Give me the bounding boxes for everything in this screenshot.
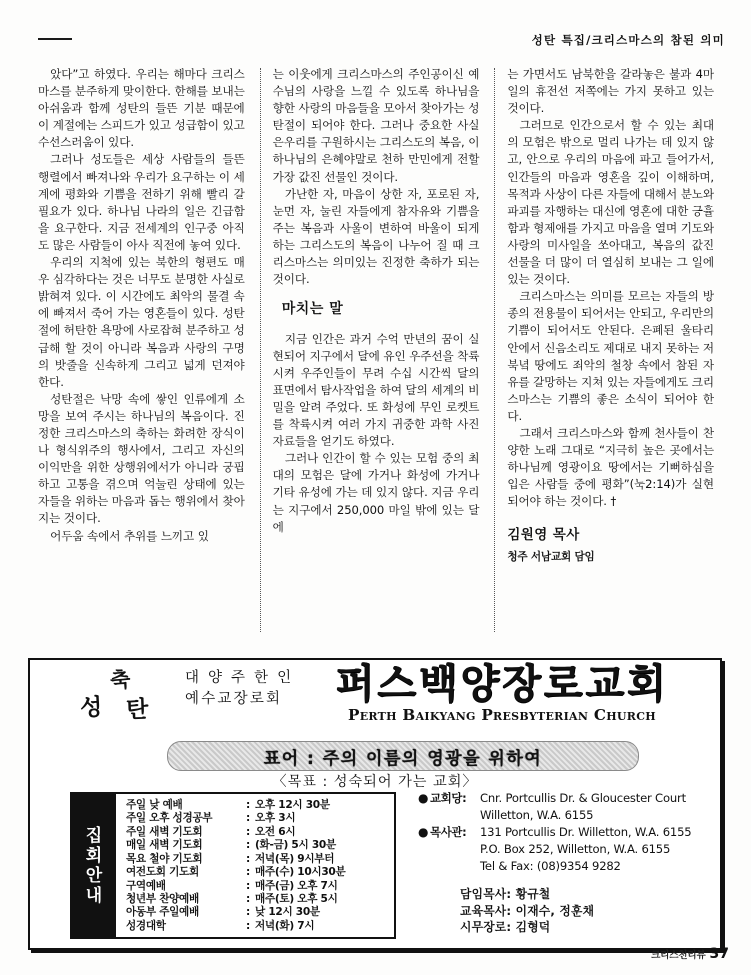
author-role: 청주 서남교회 담임 <box>507 550 595 563</box>
paragraph: 그러므로 인간으로서 할 수 있는 최대의 모험은 밖으로 멀리 나가는 데 있지 않고, 안으로 우리의 마음에 파고 들어가서, 인간들의 마음과 영혼을 깊이 이해하며, 목적과 사상이 다른 자들에 대해서 분노와 파괴를 자행하는 대신에 영혼에 대한 긍휼함과 형제애를 가지고 마음을 열며 기도와 사랑의 미사일을 쏘아대고, 복음의 값진 선물을 더 많이 더 열심히 보내는 그 일에 있는 것이다. <box>507 118 715 287</box>
denomination-line-2: 예수교장로회 <box>185 691 283 707</box>
running-head <box>38 22 729 48</box>
church-advertisement <box>28 658 722 950</box>
bullet-icon: ● <box>418 791 429 805</box>
church-name-english: Perth Baikyang Presbyterian Church <box>348 706 656 724</box>
schedule-time: (화-금) 5시 30분 <box>255 839 336 852</box>
schedule-separator: : <box>246 879 250 892</box>
staff-senior-pastor: 담임목사: 황규철 <box>460 887 551 901</box>
contact-information <box>418 790 710 874</box>
page-number: 37 <box>709 946 729 962</box>
manse-address-line <box>418 824 710 840</box>
schedule-time: 오후 3시 <box>255 812 296 825</box>
schedule-row <box>126 906 390 919</box>
slogan-banner <box>167 741 639 771</box>
schedule-time: 오후 12시 30분 <box>255 799 330 811</box>
schedule-name: 주일 새벽 기도회 <box>126 825 203 838</box>
paragraph: 는 이웃에게 크리스마스의 주인공이신 예수님의 사랑을 느낄 수 있도록 하나님을 향한 사랑의 마음들을 모아서 찾아가는 성탄절이 되어야 한다. 그러나 중요한 사실은우리를 구원하시는 그리스도의 복음, 이 하나님의 은혜야말로 천하 만민에게 전할 가장 값진 선물인 것이다. <box>272 67 480 184</box>
schedule-time: 매주(금) 오후 7시 <box>255 879 338 892</box>
manse-address-value: 131 Portcullis Dr. Willetton, W.A. 6155 <box>480 824 692 839</box>
bullet-icon: ● <box>418 824 429 839</box>
article-subheading: 마치는 말 <box>281 301 344 318</box>
paragraph: 우리의 지척에 있는 북한의 형편도 매우 심각하다는 것은 너무도 분명한 사실로 밝혀져 있다. 이 시간에도 최악의 물결 속에 빠져서 죽어 가는 영혼들이 있다. 성탄절에 허탄한 욕망에 사로잡혀 분주하고 성급해 할 것이 아니라 복음과 사랑의 구명의 밧줄을 신속하게 그리고 넓게 던져야 한다. <box>38 255 245 389</box>
schedule-row <box>126 893 390 906</box>
paragraph: 크리스마스는 의미를 모르는 자들의 방종의 전용물이 되어서는 안되고, 우리만의 기쁨이 되어서도 안된다. 은폐된 울타리 안에서 신음소리도 제대로 내지 못하는 저 북녘 땅에도 죄악의 철창 속에서 참된 자유를 갈망하는 지쳐 있는 자들에게도 크리스마스는 기쁨의 좋은 소식이 되어야 한다. <box>507 289 715 423</box>
manse-po-box: P.O. Box 252, Willetton, W.A. 6155 <box>480 842 671 857</box>
schedule-name: 주일 낮 예배 <box>126 799 183 811</box>
christmas-greeting <box>64 664 184 734</box>
slogan-area <box>30 738 720 790</box>
publication-name: 크리스천리뷰 <box>651 950 706 961</box>
schedule-separator: : <box>246 799 250 811</box>
schedule-label-char: 회 <box>85 846 103 866</box>
paragraph: 어두움 속에서 추위를 느끼고 있 <box>50 528 209 543</box>
schedule-row <box>126 799 390 812</box>
schedule-time: 오전 6시 <box>255 825 296 838</box>
schedule-separator: : <box>246 919 250 932</box>
advert-header <box>30 660 720 738</box>
schedule-rows <box>116 794 394 937</box>
schedule-name: 여전도회 기도회 <box>126 866 199 879</box>
schedule-separator: : <box>246 866 250 879</box>
schedule-time: 저녁(목) 9시부터 <box>255 852 335 865</box>
greeting-char-left: 성 <box>79 693 104 722</box>
schedule-row <box>126 826 390 839</box>
advert-body <box>30 790 720 942</box>
schedule-time: 매주(토) 오후 5시 <box>255 892 338 905</box>
paragraph: 는 가면서도 남북한을 갈라놓은 불과 4마일의 휴전선 저쪽에는 가지 못하고 있는 것이다. <box>507 67 715 116</box>
schedule-label-char: 집 <box>85 826 103 846</box>
schedule-name: 성경대학 <box>126 919 166 932</box>
church-goal: 〈목표 : 성숙되어 가는 교회〉 <box>272 774 478 790</box>
schedule-name: 아동부 주일예배 <box>126 906 199 919</box>
greeting-char-right: 탄 <box>125 695 149 724</box>
schedule-name: 매일 새벽 기도회 <box>126 839 203 852</box>
denomination-line-1: 대 양 주 한 인 <box>185 670 294 686</box>
schedule-separator: : <box>246 812 250 825</box>
schedule-time: 매주(수) 10시30분 <box>255 866 346 879</box>
schedule-separator: : <box>246 892 250 905</box>
running-head-title: 성탄 특집/크리스마스의 참된 의미 <box>531 32 725 47</box>
manse-address-label: 목사관: <box>430 824 467 839</box>
paragraph: 그래서 크리스마스와 함께 천사들이 찬양한 노래 그대로 “지극히 높은 곳에서는 하나님께 영광이요 땅에서는 기뻐하심을 입은 사람들 중에 평화”(눅2:14)가 실현되어야 하는 것이다. † <box>507 425 715 509</box>
schedule-separator: : <box>246 852 250 865</box>
schedule-separator: : <box>246 825 250 838</box>
paragraph: 그러나 인간이 할 수 있는 모험 중의 최대의 모험은 달에 가거나 화성에 가거나 기타 유성에 가는 데 있지 않다. 지금 우리는 지구에서 250,000 마일 밖에 있는 달에 <box>272 451 480 534</box>
schedule-row <box>126 880 390 893</box>
church-name-block <box>292 658 712 724</box>
schedule-separator: : <box>246 839 250 852</box>
church-address-line-2: Willetton, W.A. 6155 <box>480 808 594 823</box>
article-body <box>38 66 714 638</box>
schedule-time: 저녁(화) 7시 <box>255 919 315 932</box>
church-name-korean: 퍼스백양장로교회 <box>335 660 669 707</box>
schedule-row <box>126 920 390 933</box>
article-column-1 <box>38 66 245 638</box>
church-staff-list <box>418 886 751 936</box>
church-address-label: 교회당: <box>430 791 467 805</box>
schedule-label-char: 내 <box>85 886 103 906</box>
article-column-2 <box>260 66 480 638</box>
schedule-name: 주일 오후 성경공부 <box>126 812 213 825</box>
author-name: 김원영 목사 <box>507 527 580 544</box>
schedule-row <box>126 853 390 866</box>
schedule-name: 청년부 찬양예배 <box>126 892 199 905</box>
page-footer <box>651 946 729 962</box>
schedule-row <box>126 866 390 879</box>
schedule-separator: : <box>246 906 250 919</box>
running-head-rule <box>38 38 72 40</box>
paragraph: 가난한 자, 마음이 상한 자, 포로된 자, 눈먼 자, 눌린 자들에게 참자유와 기쁨을 주는 복음과 사울이 변하여 바울이 되게 하는 그리스도의 복음이 나누어 질 때 크리스마스는 의미있는 진정한 축하가 되는 것이다. <box>272 186 480 287</box>
schedule-label-char: 안 <box>85 866 103 886</box>
church-address-value: Cnr. Portcullis Dr. & Gloucester Court <box>480 791 686 805</box>
schedule-vertical-label <box>72 794 116 937</box>
paragraph: 았다”고 하였다. 우리는 해마다 크리스마스를 분주하게 맞이한다. 한해를 보내는 아쉬움과 함께 성탄의 들뜬 기분 때문에 이 계절에는 스피드가 있고 성급함이 있고 수선스러움이 있다. <box>38 67 245 150</box>
staff-education-pastor: 교육목사: 이재수, 정훈채 <box>460 903 595 918</box>
article-byline <box>507 527 714 565</box>
service-schedule <box>70 792 396 939</box>
greeting-char-top: 축 <box>109 666 132 693</box>
staff-elder: 시무장로: 김형덕 <box>460 920 551 934</box>
schedule-row <box>126 839 390 852</box>
paragraph: 성탄절은 낙망 속에 쌓인 인류에게 소망을 보여 주시는 하나님의 복음이다. 진정한 크리스마스의 축하는 화려한 장식이나 형식위주의 행사에서, 그리고 자신의 이익만을 위한 상행위에서가 아니라 궁핍하고 고통을 겪으며 억눌린 상태에 있는 자들을 위하는 마음과 돕는 행위에서 찾아지는 것이다. <box>38 391 245 526</box>
schedule-row <box>126 812 390 825</box>
manse-telephone: Tel & Fax: (08)9354 9282 <box>480 858 621 873</box>
slogan-text: 표어 : 주의 이름의 영광을 위하여 <box>263 748 543 769</box>
schedule-name: 목요 철야 기도회 <box>126 852 203 865</box>
schedule-name: 구역예배 <box>126 879 166 892</box>
schedule-time: 낮 12시 30분 <box>255 906 320 919</box>
article-column-3 <box>494 66 714 638</box>
paragraph: 그러나 성도들은 세상 사람들의 들뜬 행렬에서 빠져나와 우리가 요구하는 이 세계에 평화와 기쁨을 전하기 위해 빨리 갈 필요가 있다. 하나님 나라의 일은 긴급함을 요구한다. 지금 전세계의 인구중 아직도 많은 사람들이 아사 직전에 놓여 있다. <box>38 152 245 252</box>
church-address-line <box>418 790 710 806</box>
paragraph: 지금 인간은 과거 수억 만년의 꿈이 실현되어 지구에서 달에 유인 우주선을 착륙시켜 우주인들이 무려 수십 시간씩 달의 표면에서 탐사작업을 하여 달의 세계의 비밀을 알려 주었다. 또 화성에 무인 로켓트를 착륙시켜 여러 가지 귀중한 과학 사진 자료들을 얻기도 하였다. <box>272 331 480 449</box>
